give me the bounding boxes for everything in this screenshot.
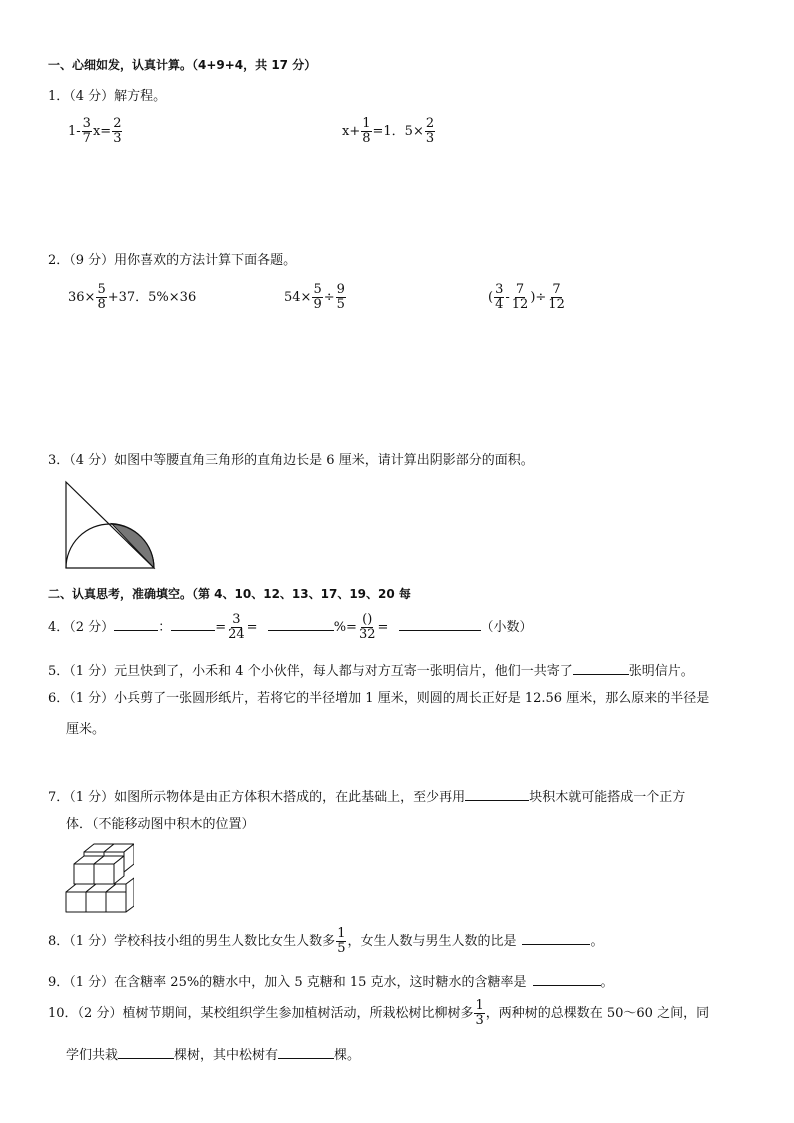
fraction: $\frac{()}{32}$	[358, 612, 376, 642]
question-7-line-2: 体．（不能移动图中积木的位置）	[66, 817, 255, 832]
question-8: 8．（1 分）学校科技小组的男生人数比女生人数多 $\frac{1}{5}$ ，女生人数与男生人数的比是 。	[48, 926, 604, 956]
cube-stack-figure	[64, 842, 134, 916]
answer-blank[interactable]	[533, 971, 601, 986]
answer-blank[interactable]	[268, 616, 334, 631]
section-1-heading: 一、心细如发，认真计算。（4+9+4，共 17 分）	[48, 58, 317, 72]
answer-blank[interactable]	[114, 616, 158, 631]
question-2-expression-2: 54× $\frac{5}{9}$ ÷ $\frac{9}{5}$	[284, 282, 345, 312]
fraction: $\frac{5}{8}$	[97, 282, 106, 312]
fraction: $\frac{1}{8}$	[362, 116, 371, 146]
question-4: 4．（2 分） ： = $\frac{3}{24}$ = %= $\frac{()}{32}$ = （小数）	[48, 612, 533, 642]
question-7-line-1: 7．（1 分）如图所示物体是由正方体积木搭成的，在此基础上，至少再用 块积木就可能搭成一个正方	[48, 786, 685, 807]
fraction: $\frac{7}{12}$	[511, 282, 529, 312]
question-10-line-1: 10．（2 分）植树节期间，某校组织学生参加植树活动，所栽松树比柳树多 $\frac{1}{3}$ ，两种树的总棵数在 50～60 之间，同	[48, 998, 710, 1028]
question-2-expression-1: 36× $\frac{5}{8}$ +37．5%×36	[68, 282, 197, 312]
question-2-expression-3: ( $\frac{3}{4}$ - $\frac{7}{12}$ )÷ $\frac{7}{12}$	[488, 282, 565, 312]
question-3-prompt: 3．（4 分）如图中等腰直角三角形的直角边长是 6 厘米，请计算出阴影部分的面积。	[48, 453, 534, 468]
fraction: $\frac{2}{3}$	[425, 116, 435, 146]
question-6-line-1: 6．（1 分）小兵剪了一张圆形纸片，若将它的半径增加 1 厘米，则圆的周长正好是 12.56 厘米，那么原来的半径是	[48, 691, 710, 706]
answer-blank[interactable]	[118, 1044, 174, 1059]
triangle-semicircle-figure	[64, 480, 160, 572]
answer-blank[interactable]	[573, 660, 629, 675]
fraction: $\frac{2}{3}$	[113, 116, 122, 146]
section-2-heading: 二、认真思考，准确填空。（第 4、10、12、13、17、19、20 每	[48, 587, 411, 601]
question-2-prompt: 2．（9 分）用你喜欢的方法计算下面各题。	[48, 253, 297, 268]
question-10-line-2: 学们共栽 棵树，其中松树有 棵。	[66, 1044, 360, 1065]
fraction: $\frac{1}{3}$	[475, 998, 484, 1028]
fraction: $\frac{7}{12}$	[548, 282, 565, 312]
fraction: $\frac{1}{5}$	[337, 926, 346, 956]
fraction: $\frac{9}{5}$	[336, 282, 345, 312]
answer-blank[interactable]	[399, 616, 481, 631]
question-6-line-2: 厘米。	[66, 722, 106, 737]
question-1-equation-2: x+ $\frac{1}{8}$ =1．5× $\frac{2}{3}$	[342, 116, 435, 146]
right-triangle	[66, 482, 154, 568]
question-1-prompt: 1．（4 分）解方程。	[48, 89, 167, 104]
question-9: 9．（1 分）在含糖率 25%的糖水中，加入 5 克糖和 15 克水，这时糖水的含糖率是 。	[48, 971, 614, 992]
fraction: $\frac{3}{4}$	[495, 282, 504, 312]
answer-blank[interactable]	[171, 616, 215, 631]
question-1-equation-1: 1- $\frac{3}{7}$ x= $\frac{2}{3}$	[68, 116, 122, 146]
answer-blank[interactable]	[522, 930, 590, 945]
fraction: $\frac{3}{7}$	[82, 116, 91, 146]
answer-blank[interactable]	[465, 786, 529, 801]
answer-blank[interactable]	[278, 1044, 334, 1059]
question-5: 5．（1 分）元旦快到了，小禾和 4 个小伙伴，每人都与对方互寄一张明信片，他们一共寄了 张明信片。	[48, 660, 694, 681]
fraction: $\frac{3}{24}$	[228, 612, 245, 642]
fraction: $\frac{5}{9}$	[313, 282, 322, 312]
